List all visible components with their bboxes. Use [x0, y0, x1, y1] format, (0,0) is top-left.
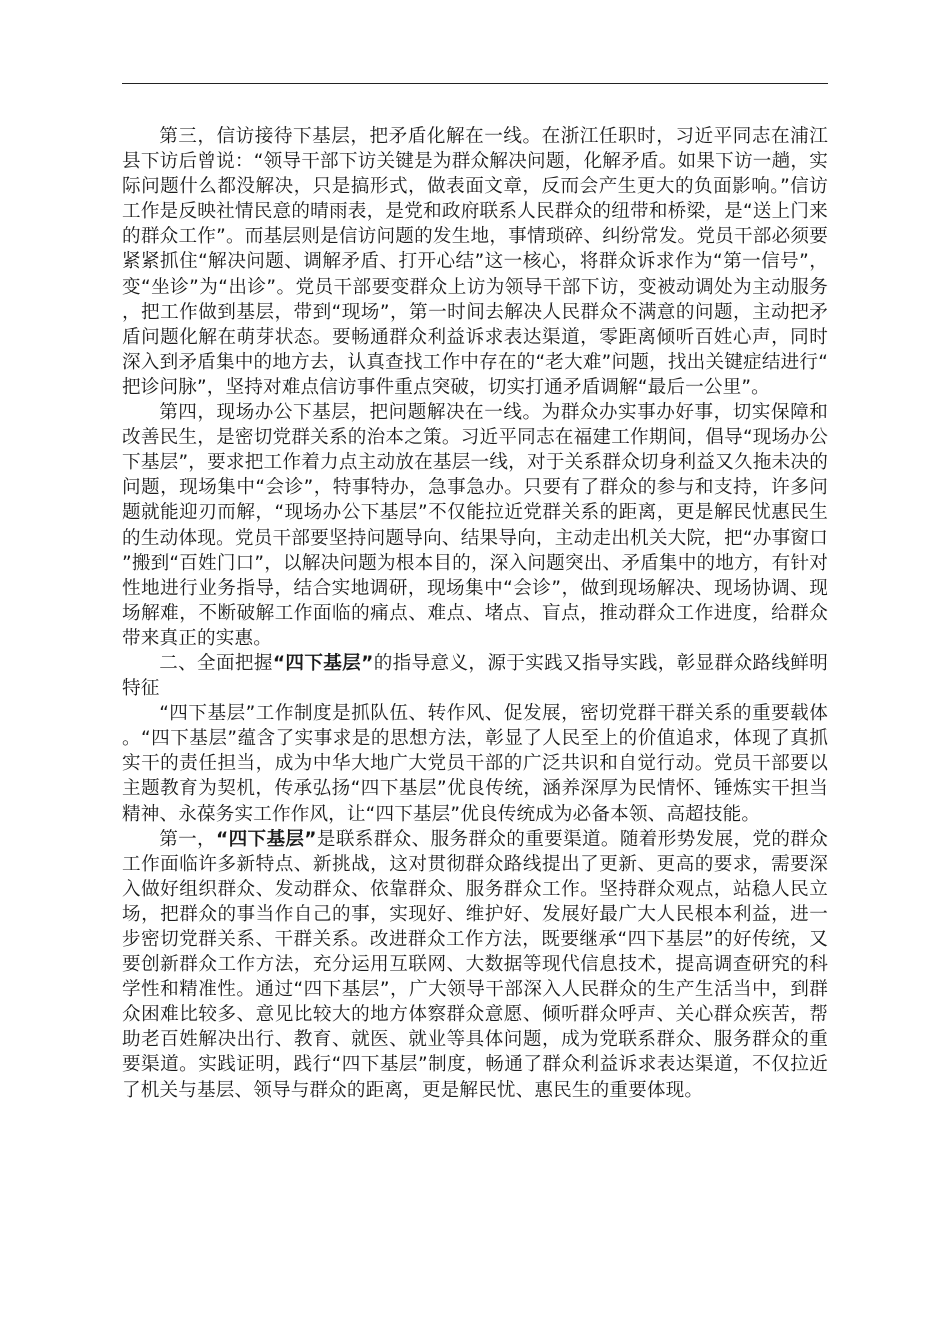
- paragraph-section-intro: [122, 701, 828, 826]
- heading-lead: 二、全面把握: [159, 652, 273, 674]
- paragraph-text: 第三，信访接待下基层，把矛盾化解在一线。在浙江任职时，习近平同志在浦江县下访后曾说：“领导干部下访关键是为群众解决问题，化解矛盾。如果下访一趟，实际问题什么都没解决，只是搞形式，做表面文章，反而会产生更大的负面影响。”信访工作是反映社情民意的晴雨表，是党和政府联系人民群众的纽带和桥梁，是“送上门来的群众工作”。而基层则是信访问题的发生地，事情琐碎、纠纷常发。党员干部必须要紧紧抓住“解决问题、调解矛盾、打开心结”这一核心，将群众诉求作为“第一信号”，变“坐诊”为“出诊”。党员干部要变群众上访为领导干部下访，变被动调处为主动服务，把工作做到基层，带到“现场”，第一时间去解决人民群众不满意的问题，主动把矛盾问题化解在萌芽状态。要畅通群众利益诉求表达渠道，零距离倾听百姓心声，同时深入到矛盾集中的地方去，认真查找工作中存在的“老大难”问题，找出关键症结进行“把诊问脉”，坚持对难点信访事件重点突破，切实打通矛盾调解“最后一公里”。: [122, 126, 828, 398]
- paragraph-lead: 第一，: [159, 828, 216, 850]
- heading-bold-term: “四下基层”: [272, 652, 374, 674]
- paragraph-fourth-point: [122, 400, 828, 651]
- paragraph-third-point: [122, 124, 828, 400]
- paragraph-first-point: [122, 827, 828, 1103]
- paragraph-text: “四下基层”工作制度是抓队伍、转作风、促发展，密切党群干群关系的重要载体。“四下基层”蕴含了实事求是的思想方法，彰显了人民至上的价值追求，体现了真抓实干的责任担当，成为中华大地广大党员干部的广泛共识和自觉行动。党员干部要以主题教育为契机，传承弘扬“四下基层”优良传统，涵养深厚为民情怀、锤炼实干担当精神、永葆务实工作作风，让“四下基层”优良传统成为必备本领、高超技能。: [122, 703, 828, 825]
- paragraph-bold-term: “四下基层”: [216, 828, 317, 850]
- section-heading-two: [122, 651, 828, 701]
- paragraph-text: 是联系群众、服务群众的重要渠道。随着形势发展，党的群众工作面临许多新特点、新挑战，这对贯彻群众路线提出了更新、更高的要求，需要深入做好组织群众、发动群众、依靠群众、服务群众工作。坚持群众观点，站稳人民立场，把群众的事当作自己的事，实现好、维护好、发展好最广大人民根本利益，进一步密切党群关系、干群关系。改进群众工作方法，既要继承“四下基层”的好传统，又要创新群众工作方法，充分运用互联网、大数据等现代信息技术，提高调查研究的科学性和精准性。通过“四下基层”，广大领导干部深入人民群众的生产生活当中，到群众困难比较多、意见比较大的地方体察群众意愿、倾听群众呼声、关心群众疾苦，帮助老百姓解决出行、教育、就医、就业等具体问题，成为党联系群众、服务群众的重要渠道。实践证明，践行“四下基层”制度，畅通了群众利益诉求表达渠道，不仅拉近了机关与基层、领导与群众的距离，更是解民忧、惠民生的重要体现。: [122, 828, 828, 1101]
- heading-text: 的指导意义，源于实践又指导实践，彰显群众路线鲜明特征: [122, 652, 828, 700]
- paragraph-text: 第四，现场办公下基层，把问题解决在一线。为群众办实事办好事，切实保障和改善民生，是密切党群关系的治本之策。习近平同志在福建工作期间，倡导“现场办公下基层”，要求把工作着力点主动放在基层一线，对于关系群众切身利益又久拖未决的问题，现场集中“会诊”，特事特办，急事急办。只要有了群众的参与和支持，许多问题就能迎刃而解，“现场办公下基层”不仅能拉近党群关系的距离，更是解民忧惠民生的生动体现。党员干部要坚持问题导向、结果导向，主动走出机关大院，把“办事窗口”搬到“百姓门口”，以解决问题为根本目的，深入问题突出、矛盾集中的地方，有针对性地进行业务指导，结合实地调研，现场集中“会诊”，做到现场解决、现场协调、现场解难，不断破解工作面临的痛点、难点、堵点、盲点，推动群众工作进度，给群众带来真正的实惠。: [122, 402, 828, 649]
- document-body: [122, 124, 828, 1103]
- header-rule: [122, 83, 828, 84]
